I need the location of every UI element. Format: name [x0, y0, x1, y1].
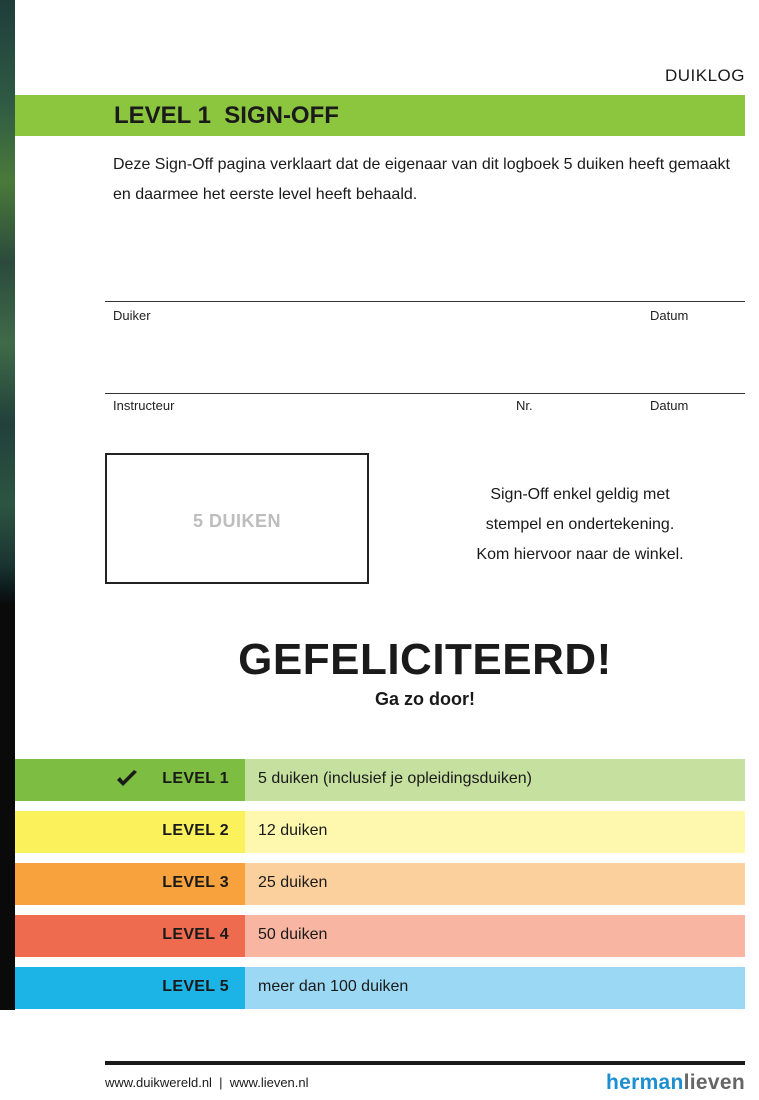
validity-note-line-3: Kom hiervoor naar de winkel.	[476, 546, 684, 563]
stamp-placeholder-text: 5 DUIKEN	[192, 511, 281, 531]
page-title: LEVEL 1 SIGN-OFF	[114, 102, 339, 129]
level-4-name: LEVEL 4	[162, 926, 229, 943]
instructor-signature-line	[105, 393, 745, 394]
level-5-name-cell	[15, 967, 245, 1009]
level-1-desc: 5 duiken (inclusief je opleidingsduiken)	[258, 770, 532, 787]
level-row-2	[15, 811, 745, 853]
instructor-label: Instructeur	[113, 398, 175, 413]
brand-logo-part-1: herman	[605, 1071, 684, 1094]
instructor-date-label: Datum	[650, 398, 689, 413]
level-2-desc: 12 duiken	[258, 822, 328, 839]
cover-photo-strip	[0, 0, 15, 1010]
level-row-1	[15, 759, 745, 801]
congrats-heading: GEFELICITEERD!	[238, 635, 612, 684]
level-row-3	[15, 863, 745, 905]
level-2-name: LEVEL 2	[162, 822, 229, 839]
diver-label: Duiker	[113, 308, 151, 323]
level-4-desc-cell	[245, 915, 745, 957]
intro-text: Deze Sign-Off pagina verklaart dat de eigenaar van dit logboek 5 duiken heeft gemaakt en daarmee het eerste level heeft behaald.	[113, 156, 730, 203]
level-4-name-cell	[15, 915, 245, 957]
diver-date-label: Datum	[650, 308, 689, 323]
level-3-name: LEVEL 3	[162, 874, 229, 891]
brand-logo	[606, 1071, 745, 1095]
diver-signature-line	[105, 301, 745, 302]
level-5-name: LEVEL 5	[162, 978, 229, 995]
level-2-desc-cell	[245, 811, 745, 853]
brand-logo-part-2: lieven	[683, 1071, 745, 1094]
instructor-number-label: Nr.	[516, 398, 533, 413]
level-3-desc-cell	[245, 863, 745, 905]
validity-note	[440, 480, 720, 570]
level-3-desc: 25 duiken	[258, 874, 328, 891]
footer-links[interactable]: www.duikwereld.nl | www.lieven.nl	[105, 1075, 309, 1090]
footer-rule	[105, 1061, 745, 1065]
level-2-name-cell	[15, 811, 245, 853]
level-5-desc: meer dan 100 duiken	[258, 978, 409, 995]
validity-note-line-1: Sign-Off enkel geldig met	[490, 486, 670, 503]
level-1-name-cell	[15, 759, 245, 801]
level-row-5	[15, 967, 745, 1009]
congrats-subheading: Ga zo door!	[375, 689, 475, 709]
level-1-name: LEVEL 1	[162, 770, 229, 787]
validity-note-line-2: stempel en ondertekening.	[485, 516, 675, 533]
title-bar	[15, 95, 745, 136]
level-1-desc-cell	[245, 759, 745, 801]
level-3-name-cell	[15, 863, 245, 905]
stamp-box	[105, 453, 369, 584]
level-row-4	[15, 915, 745, 957]
checkmark-icon	[115, 767, 139, 791]
level-5-desc-cell	[245, 967, 745, 1009]
section-label: DUIKLOG	[664, 66, 745, 85]
level-4-desc: 50 duiken	[258, 926, 328, 943]
